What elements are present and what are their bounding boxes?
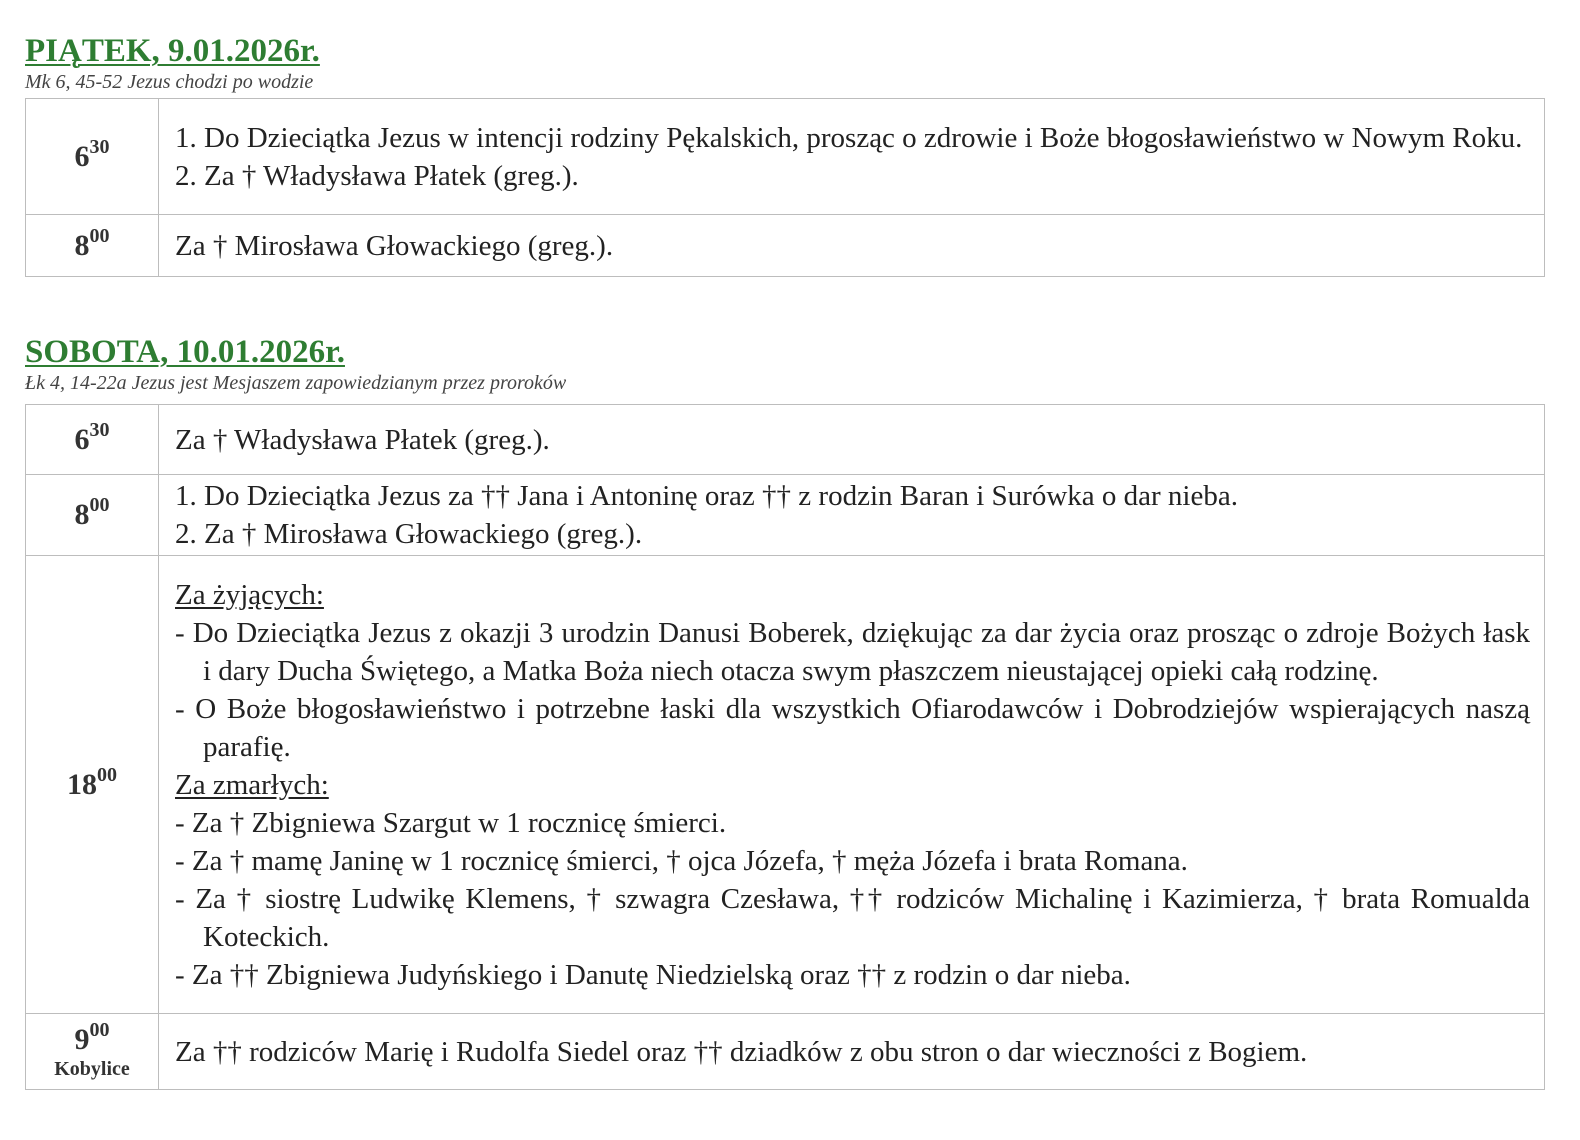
mass-schedule-table bbox=[25, 98, 1545, 277]
mass-hour: 6 bbox=[74, 139, 90, 173]
day-friday bbox=[25, 32, 1545, 277]
mass-intentions bbox=[159, 405, 1545, 475]
mass-intentions bbox=[159, 556, 1545, 1014]
mass-intentions bbox=[159, 99, 1545, 215]
day-reading: Łk 4, 14-22a Jezus jest Mesjaszem zapowiedzianym przez proroków bbox=[25, 372, 567, 394]
mass-time bbox=[26, 475, 159, 556]
intention-line: Za †† rodziców Marię i Rudolfa Siedel oraz †† dziadków z obu stron o dar wieczności z Bogiem. bbox=[175, 1035, 1308, 1068]
intention-line: - Za † Zbigniewa Szargut w 1 rocznicę śmierci. bbox=[175, 806, 727, 839]
day-reading: Mk 6, 45-52 Jezus chodzi po wodzie bbox=[25, 71, 314, 93]
intention-line: - Do Dzieciątka Jezus z okazji 3 urodzin Danusi Boberek, dziękując za dar życia oraz prosząc o zdroje Bożych łask i dary Ducha Świętego, a Matka Boża niech otacza swym płaszczem nieustającej opieki całą rodzinę. bbox=[175, 616, 1530, 687]
intention-line: Za † Władysława Płatek (greg.). bbox=[175, 423, 550, 456]
mass-minutes: 00 bbox=[89, 224, 110, 247]
mass-row bbox=[26, 405, 1545, 475]
mass-hour: 6 bbox=[74, 422, 90, 456]
mass-hour: 18 bbox=[67, 767, 97, 801]
mass-minutes: 00 bbox=[89, 1018, 110, 1041]
mass-row bbox=[26, 475, 1545, 556]
mass-hour: 8 bbox=[74, 228, 90, 262]
mass-row bbox=[26, 1014, 1545, 1090]
mass-intentions bbox=[159, 215, 1545, 277]
intention-line: 2. Za † Władysława Płatek (greg.). bbox=[175, 159, 579, 192]
mass-time bbox=[26, 215, 159, 277]
mass-minutes: 00 bbox=[89, 494, 110, 516]
day-title: PIĄTEK, 9.01.2026r. bbox=[25, 33, 320, 69]
mass-time bbox=[26, 99, 159, 215]
mass-intentions bbox=[159, 475, 1545, 556]
intention-line: 1. Do Dzieciątka Jezus za †† Jana i Antoninę oraz †† z rodzin Baran i Surówka o dar nieba. bbox=[175, 480, 1238, 512]
mass-minutes: 30 bbox=[89, 418, 110, 441]
mass-place: Kobylice bbox=[54, 1057, 130, 1080]
mass-row bbox=[26, 215, 1545, 277]
mass-hour: 8 bbox=[74, 498, 90, 531]
intention-line: Za † Mirosława Głowackiego (greg.). bbox=[175, 229, 614, 262]
living-header: Za żyjących: bbox=[175, 578, 324, 611]
day-title: SOBOTA, 10.01.2026r. bbox=[25, 334, 345, 370]
intention-line: 2. Za † Mirosława Głowackiego (greg.). bbox=[175, 518, 643, 550]
mass-schedule-table bbox=[25, 404, 1545, 1090]
mass-minutes: 00 bbox=[97, 763, 117, 786]
intention-line: - Za † mamę Janinę w 1 rocznicę śmierci, † ojca Józefa, † męża Józefa i brata Romana. bbox=[175, 844, 1188, 877]
mass-row bbox=[26, 556, 1545, 1014]
intention-line: - O Boże błogosławieństwo i potrzebne łaski dla wszystkich Ofiarodawców i Dobrodziejów wspierających naszą parafię. bbox=[175, 692, 1530, 763]
mass-time bbox=[26, 405, 159, 475]
mass-minutes: 30 bbox=[89, 135, 110, 158]
mass-time bbox=[26, 556, 159, 1014]
mass-hour: 9 bbox=[74, 1022, 90, 1056]
mass-intentions bbox=[159, 1014, 1545, 1090]
intention-line: - Za †† Zbigniewa Judyńskiego i Danutę Niedzielską oraz †† z rodzin o dar nieba. bbox=[175, 958, 1131, 991]
intention-line: - Za † siostrę Ludwikę Klemens, † szwagra Czesława, †† rodziców Michalinę i Kazimierza, † brata Romualda Koteckich. bbox=[175, 882, 1530, 953]
intention-line: 1. Do Dzieciątka Jezus w intencji rodziny Pękalskich, prosząc o zdrowie i Boże błogosławieństwo w Nowym Roku. bbox=[175, 121, 1523, 154]
mass-row bbox=[26, 99, 1545, 215]
mass-time bbox=[26, 1014, 159, 1090]
day-saturday bbox=[25, 333, 1545, 1090]
deceased-header: Za zmarłych: bbox=[175, 768, 329, 801]
